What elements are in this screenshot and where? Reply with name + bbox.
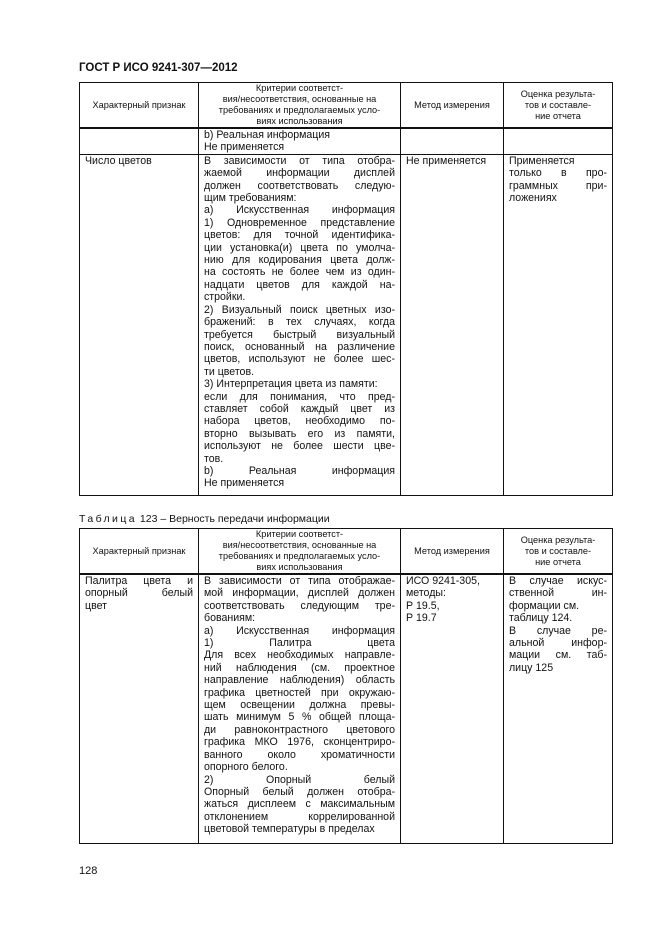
header-criteria — [199, 529, 401, 575]
text-line: В зависимости от типа отображае- — [204, 575, 395, 587]
cell-empty — [80, 128, 199, 154]
text-line: мации см. таб- — [509, 649, 607, 662]
text-line: ставляет собой каждый цвет из — [204, 402, 395, 415]
text-line: нию для кодирования цвета долж- — [204, 254, 395, 267]
page-number: 128 — [79, 865, 98, 877]
text-line: графика МКО 1976, сконцентриро- — [204, 736, 395, 749]
text-line: на состоять не более чем из один- — [204, 266, 395, 279]
document-header: ГОСТ Р ИСО 9241-307—2012 — [79, 62, 238, 74]
text-line: жаться дисплеем с максимальным — [204, 798, 395, 811]
text-line: Р 19.5, — [406, 599, 440, 612]
text-line: ние отчета — [535, 556, 581, 567]
text-line: Применяется — [509, 154, 575, 167]
cell-method: Не применяется — [401, 154, 504, 495]
cell-method — [401, 574, 504, 844]
text-line: a) Искусственная информация — [204, 624, 395, 637]
text-line: вторно вызывать его из памяти, — [204, 427, 395, 440]
text-line: ции установка(и) цвета по умолча- — [204, 241, 395, 254]
text-line: ИСО 9241-305, — [406, 575, 480, 587]
header-report — [504, 83, 613, 129]
text-line: Метод измерения — [414, 545, 490, 556]
text-line: виях использования — [256, 116, 343, 126]
text-line: тов и составле- — [524, 545, 592, 556]
text-line: цветовой температуры в пределах — [204, 823, 375, 836]
text-line: мой информации, дисплей должен — [204, 587, 395, 600]
table-row — [80, 574, 613, 844]
text-line: виях использования — [256, 562, 343, 572]
text-line: поиск, основанный на различение — [204, 340, 395, 353]
text-line: формации см. — [509, 599, 580, 612]
cell-feature — [80, 574, 199, 844]
text-line: Характерный признак — [92, 99, 186, 110]
text-line: Оценка результа- — [520, 88, 596, 99]
text-line: Метод измерения — [414, 99, 490, 110]
text-line: требуется быстрый визуальный — [204, 328, 395, 341]
text-line: Не применяется — [204, 477, 285, 490]
text-line: опорного белого. — [204, 761, 288, 774]
cell-report — [504, 574, 613, 844]
text-line: таблицу 124. — [509, 612, 573, 625]
table-122-continuation — [79, 82, 613, 496]
text-line: Оценка результа- — [520, 534, 596, 545]
text-line: Р 19.7 — [406, 612, 437, 625]
table-row — [80, 154, 613, 495]
text-line: ди равноконтрастного цветового — [204, 723, 395, 736]
text-line: бованиям: — [204, 612, 256, 625]
text-line: методы: — [406, 587, 446, 600]
text-line: бражений: в тех случаях, когда — [204, 316, 395, 329]
cell-report — [504, 154, 613, 495]
text-line: отклонением коррелированной — [204, 810, 395, 823]
text-line: Характерный признак — [92, 545, 186, 556]
text-line: 3) Интерпретация цвета из памяти: — [204, 378, 378, 391]
cell-empty — [401, 128, 504, 154]
text-line: тов. — [204, 452, 224, 465]
caption-label: Таблица — [79, 513, 137, 525]
header-feature — [80, 83, 199, 129]
text-line: опорный белый — [85, 587, 193, 600]
caption-text: 123 – Верность передачи информации — [139, 513, 330, 525]
text-line: ственной ин- — [509, 587, 607, 600]
text-line: b) Реальная информация — [204, 464, 395, 477]
text-line: ти цветов. — [204, 365, 255, 378]
text-line: 2) Опорный белый — [204, 773, 395, 786]
text-line: В случае ре- — [509, 624, 607, 637]
text-line: ложениях — [509, 192, 557, 205]
text-line: Опорный белый должен отобра- — [204, 785, 395, 798]
text-line: требованиях и предполагаемых усло- — [218, 105, 381, 115]
cell-feature: Число цветов — [80, 154, 199, 495]
text-line: графика цветностей при окружаю- — [204, 686, 395, 699]
text-line: тов и составле- — [524, 99, 592, 110]
text-line: цветов, используют не более шес- — [204, 353, 395, 366]
text-line: Палитра цвета и — [85, 575, 193, 587]
text-line: 2) Визуальный поиск цветных изо- — [204, 303, 395, 316]
text-line: соответствовать следующим тре- — [204, 599, 395, 612]
table-123 — [79, 528, 613, 844]
header-criteria — [199, 83, 401, 129]
text-line: b) Реальная информация — [204, 129, 331, 141]
header-method — [401, 83, 504, 129]
text-line: В зависимости от типа отобра- — [204, 154, 395, 167]
text-line: набора цветов, необходимо по- — [204, 415, 395, 428]
text-line: граммных при- — [509, 179, 607, 192]
text-line: цвет — [85, 599, 107, 612]
cell-empty — [504, 128, 613, 154]
text-line: Критерии соответст- — [255, 83, 344, 93]
text-line: Критерии соответст- — [255, 529, 344, 539]
text-line: альной инфор- — [509, 637, 607, 650]
text-line: 1) Одновременное представление — [204, 216, 395, 229]
text-line: требованиях и предполагаемых усло- — [218, 551, 381, 561]
table-header-row — [80, 529, 613, 575]
text-line: только в про- — [509, 167, 607, 180]
header-report — [504, 529, 613, 575]
table-header-row — [80, 83, 613, 129]
text-line: вия/несоответствия, основанные на — [222, 94, 377, 104]
text-line: жаемой информации дисплей — [204, 167, 395, 180]
text-line: Для всех необходимых направле- — [204, 649, 395, 662]
cell-criteria-continuation — [199, 128, 401, 154]
cell-criteria — [199, 574, 401, 844]
text-line: щим требованиям: — [204, 192, 297, 205]
text-line: ванного около хроматичности — [204, 748, 395, 761]
text-line: направление наблюдения) область — [204, 674, 395, 687]
text-line: a) Искусственная информация — [204, 204, 395, 217]
text-line: ний наблюдения (см. проектное — [204, 661, 395, 674]
text-line: вия/несоответствия, основанные на — [222, 540, 377, 550]
text-line: 1) Палитра цвета — [204, 637, 395, 650]
text-line: Не применяется — [204, 141, 285, 154]
header-feature — [80, 529, 199, 575]
text-line: цветов: для точной идентифика- — [204, 229, 395, 242]
header-method — [401, 529, 504, 575]
cell-criteria — [199, 154, 401, 495]
text-line: шать минимум 5 % общей площа- — [204, 711, 395, 724]
text-line: ние отчета — [535, 110, 581, 121]
text-line: щем освещении должна превы- — [204, 699, 395, 712]
text-line: лицу 125 — [509, 661, 554, 674]
text-line: надцати цветов для каждой на- — [204, 278, 395, 291]
text-line: если для понимания, что пред- — [204, 390, 395, 403]
text-line: должен соответствовать следую- — [204, 179, 395, 192]
table-row-continuation — [80, 128, 613, 154]
text-line: используют не более шести цве- — [204, 440, 395, 453]
text-line: стройки. — [204, 291, 246, 304]
text-line: В случае искус- — [509, 575, 607, 587]
table-caption — [79, 513, 330, 525]
